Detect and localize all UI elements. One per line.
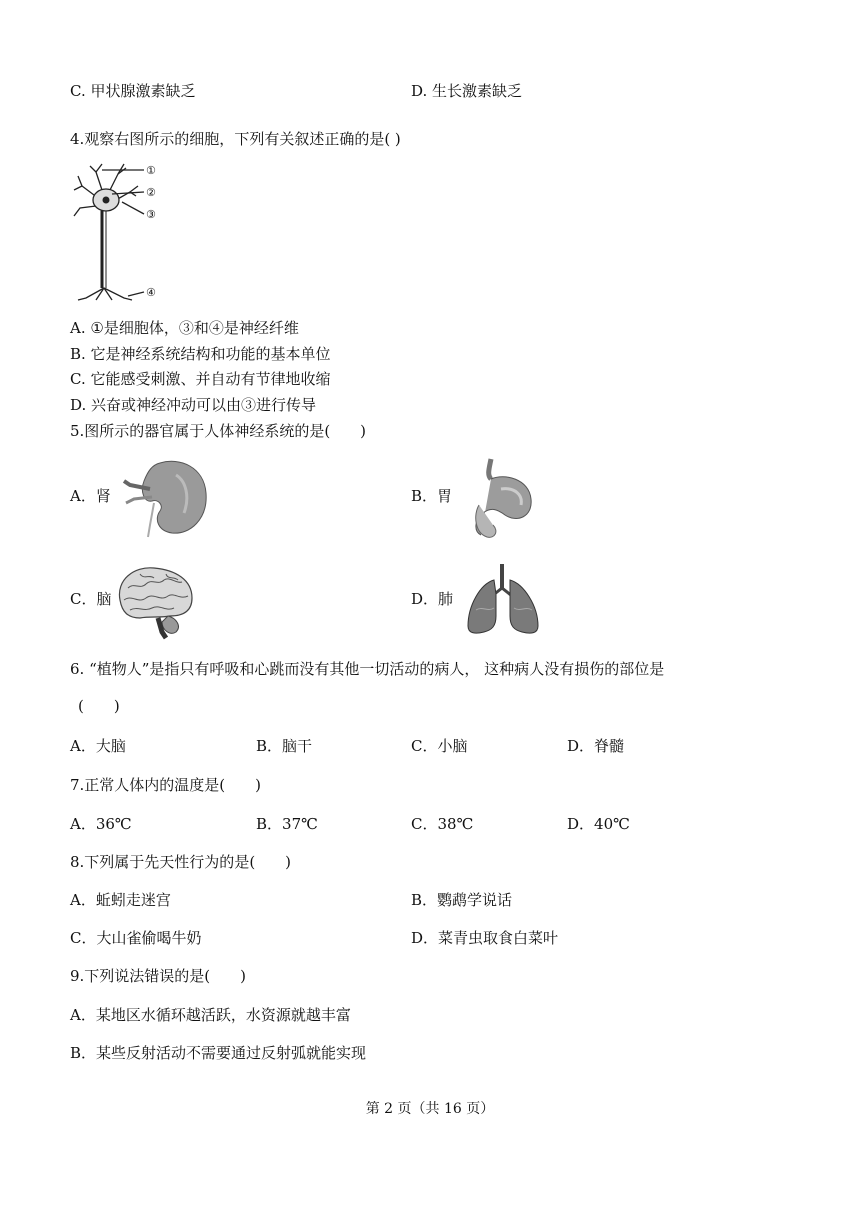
q5-stem: 5.图所示的器官属于人体神经系统的是( ) [70,422,367,440]
q5-option-d: D．肺 [411,590,454,608]
q5-option-b: B．胃 [411,487,453,505]
q8-option-a: A．蚯蚓走迷宫 [70,891,171,909]
q7-stem: 7.正常人体内的温度是( ) [70,776,262,794]
lungs-icon [462,562,544,638]
q7-option-c: C．38℃ [411,815,474,833]
q6-option-c: C．小脑 [411,737,468,755]
neuron-label-4: ④ [146,286,156,299]
q7-option-b: B．37℃ [256,815,318,833]
neuron-label-2: ② [146,186,156,199]
q8-option-d: D．菜青虫取食白菜叶 [411,929,559,947]
q9-stem: 9.下列说法错误的是( ) [70,967,247,985]
q9-option-a: A．某地区水循环越活跃，水资源就越丰富 [70,1006,351,1024]
q5-option-c: C．脑 [70,590,112,608]
neuron-figure [72,160,192,310]
q3-option-d: D. 生长激素缺乏 [411,82,523,100]
q4-option-b: B. 它是神经系统结构和功能的基本单位 [70,345,331,363]
q8-option-c: C．大山雀偷喝牛奶 [70,929,202,947]
q6-stem: 6. “植物人”是指只有呼吸和心跳而没有其他一切活动的病人， 这种病人没有损伤的部位是 [70,660,665,678]
q6-option-d: D．脊髓 [567,737,625,755]
q7-option-d: D．40℃ [567,815,630,833]
q9-option-b: B．某些反射活动不需要通过反射弧就能实现 [70,1044,367,1062]
page-footer: 第 2 页（共 16 页） [365,1101,495,1117]
neuron-label-3: ③ [146,208,156,221]
brain-icon [110,560,200,640]
q4-option-c: C. 它能感受刺激、并自动有节律地收缩 [70,370,331,388]
q4-stem: 4.观察右图所示的细胞，下列有关叙述正确的是( ) [70,130,401,148]
q6-paren: ( ) [78,697,120,715]
q8-stem: 8.下列属于先天性行为的是( ) [70,853,292,871]
q4-option-a: A. ①是细胞体，③和④是神经纤维 [70,319,299,337]
q6-option-a: A．大脑 [70,737,126,755]
q8-option-b: B．鹦鹉学说话 [411,891,513,909]
stomach-icon [465,455,545,540]
q7-option-a: A．36℃ [70,815,132,833]
q4-option-d: D. 兴奋或神经冲动可以由③进行传导 [70,396,317,414]
kidney-icon [120,455,215,540]
q6-option-b: B．脑干 [256,737,313,755]
q5-option-a: A．肾 [70,487,111,505]
neuron-label-1: ① [146,164,156,177]
q3-option-c: C. 甲状腺激素缺乏 [70,82,196,100]
